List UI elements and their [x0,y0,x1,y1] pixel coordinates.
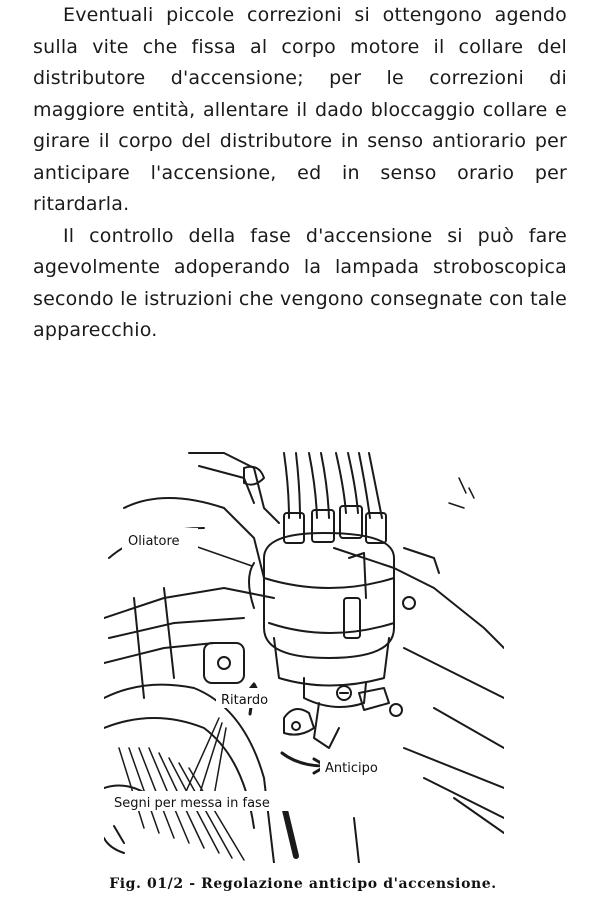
distributor-illustration [104,448,504,863]
ignition-wires-drawing [284,453,382,518]
paragraph-1: Eventuali piccole correzioni si ottengono agendo sulla vite che fissa al corpo motore il collare del distributore d'accensione; per le correzioni di maggiore entità, allentare il dado bloccaggio collare e girare il corpo del distributore in senso antiorario per anticipare l'accensione, ed in senso orario per ritardarla. [33,4,567,215]
label-oiler: Oliatore [128,534,180,549]
paragraph-2: Il controllo della fase d'accensione si può fare agevolmente adoperando la lampada stroboscopica secondo le istruzioni che vengono consegnate con tale apparecchio. [33,224,567,341]
distributor-body-drawing [249,506,439,748]
body-text [33,0,567,347]
label-retard: Ritardo [221,693,269,708]
figure-caption: Fig. 01/2 - Regolazione anticipo d'accensione. [109,876,497,892]
label-advance: Anticipo [325,761,378,776]
label-timing-marks: Segni per messa in fase [114,796,270,811]
